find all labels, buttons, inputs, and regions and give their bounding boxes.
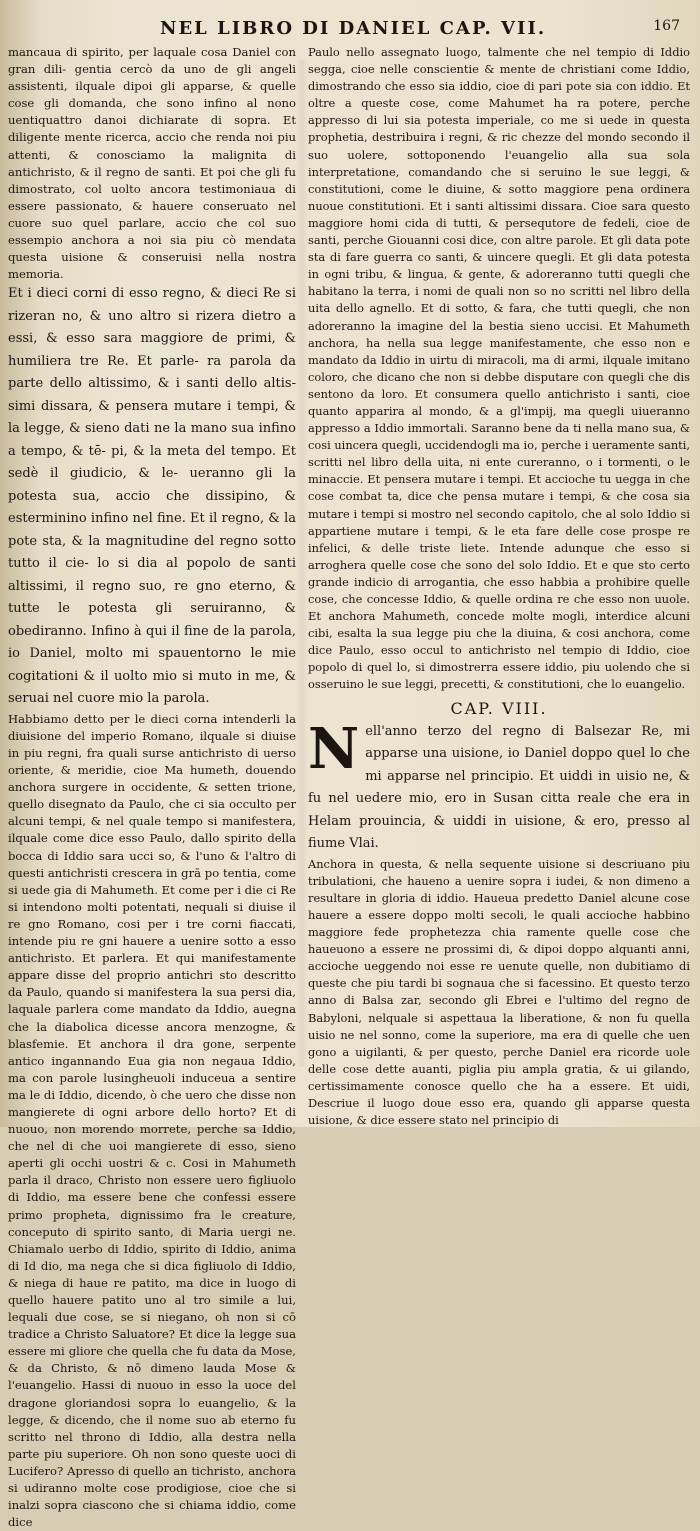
scripture-paragraph: Et i dieci corni di esso regno, & dieci Re si rizeran no, & uno altro si rizera dietro a essi, & esso sara maggiore de primi, & humiliera tre Re. Et parle- ra parola da parte dello altissimo, & i santi dello altis- simi dissara, & pensera mutare i tempi, & la legge, & sieno dati ne la mano sua infino a tempo, & tē- pi, & la meta del tempo. Et sedè il giudicio, & le- ueranno gli la potesta sua, accio che dissipino, & esterminino infino nel fine. Et il regno, & la pote sta, & la magnitudine del regno sotto tutto il cie- lo si dia al popolo de santi altissimi, il regno suo, re gno eterno, & tutte le potesta gli seruiranno, & obediranno. Infino à qui il fine de la parola, io Daniel, molto mi spauentorno le mie cogitationi & il uolto mio si muto in me, & seruai nel cuore mio la parola. bbox=[8, 286, 296, 707]
column-gutter bbox=[296, 60, 308, 1067]
page-header bbox=[160, 6, 680, 46]
running-head: NEL LIBRO DI DANIEL CAP. VII. bbox=[160, 18, 547, 39]
left-column bbox=[8, 44, 296, 1530]
commentary-paragraph: Paulo nello assegnato luogo, talmente che nel tempio di Iddio segga, cioe nelle conscientie & mente de christiani come Iddio, dimostrando che esso sia iddio, cioe di pari pote sia con iddio. Et oltre a queste cose, come Mahumet ha ra potere, perche appresso di lui sia potesta imperiale, co me si uede in questa prophetia, destribuira i regni, & ric chezze del mondo secondo il suo uolere, sottoponendo l'euangelio alla sua sola interpretatione, comandando che si seruino le sue leggi, & constitutioni, come le diuine, & sotto maggiore pena ordinera nuoue constitutioni. Et i santi altissimi dissara. Cioe sara questo maggiore homi cida di tutti, & persequtore de fedeli, cioe de santi, perche Giouanni cosi dice, con altre parole. Et gli data pote sta di fare guerra co santi, & uincere quegli. Et gli data potesta in ogni tribu, & lingua, & gente, & adoreranno tutti quegli che habitano la terra, i nomi de quali non so no scritti nel libro della uita dello agnello. Et di sotto, & fara, che tutti quegli, che non adoreranno la imagine del la bestia sieno uccisi. Et Mahumeth anchora, ha nella sua legge manifestamente, che esso non e mandato da Iddio in uirtu di miracoli, ma di armi, ilquale imitano coloro, che dicano che non si debbe disputare con quegli che dis sentono da loro. Et consumera quello antichristo i santi, cioe quanto apparira al mondo, & a gl'impij, ma quegli uiueranno appresso a Iddio immortali. Saranno bene da ti nella mano sua, & cosi uincera quegli, uccidendogli ma io, perche i ueramente santi, scritti nel libro della uita, ni ente cureranno, o i tormenti, o le minaccie. Et pensera mutare i tempi. Et accioche tu uegga in che cose combat ta, dice che pensa mutare i tempi, & che cosa sia mutare i tempi si mostro nel secondo capitolo, che al solo Iddio si appartiene mutare i tempi, & le eta fare delle cose prospe re infelici, & delle triste liete. Intende adunque che esso si arroghera quelle cose che sono del solo Iddio. Et e que sto certo grande indicio di arrogantia, che esso habbia a prohibire quelle cose, che concesse Iddio, & quelle ordina re che esso non uuole. Et anchora Mahumeth, concede molte mogli, interdice alcuni cibi, esalta la sua legge piu che la diuina, & cosi anchora, come dice Paulo, esso occul to antichristo nel tempio di Iddio, cioe popolo di quel lo, si dimostrerra essere iddio, piu uolendo che si osseruino le sue leggi, precetti, & constitutioni, che lo euangelio. bbox=[308, 45, 690, 692]
page-number: 167 bbox=[653, 18, 680, 34]
commentary-paragraph: mancaua di spirito, per laquale cosa Daniel con gran dili- gentia cercò da uno de gli angeli assistenti, ilquale dipoi gli apparse, & quelle cose gli domanda, che sono infino al nono uentiquattro danoi dichiarate di sopra. Et diligente mente ricerca, accio che renda noi piu attenti, & conosciamo la malignita di antichristo, & il regno de santi. Et poi che gli fu dimostrato, col uolto ancora testimoniaua di essere passionato, & hauere conseruato nel cuore suo quel parlare, accio che col suo essempio anchora a noi sia piu cò mendata questa uisione & conseruisi nella nostra memoria. bbox=[8, 45, 296, 282]
scripture-block bbox=[308, 715, 690, 856]
drop-cap: N bbox=[308, 715, 360, 782]
chapter-heading: CAP. VIII. bbox=[450, 698, 548, 718]
commentary-paragraph: Habbiamo detto per le dieci corna intenderli la diuisione del imperio Romano, ilquale si diuise in piu regni, fra quali surse antichristo di uerso oriente, & meridie, cioe Ma humeth, douendo anchora surgere in occidente, & setten trione, quello disegnato da Paulo, che ci sia occulto per alcuni tempi, & nel quale tempo si manifestera, ilquale come dice esso Paulo, dallo spirito della bocca di Iddio sara ucci so, & l'uno & l'altro di questi antichristi crescera in grā po tentia, come si uede gia di Mahumeth. Et come per i die ci Re si intendono molti potentati, nequali si diuise il re gno Romano, cosi per i tre corni fiaccati, intende piu re gni hauere a uenire sotto a esso antichristo. Et parlera. Et qui manifestamente appare disse del proprio antichri sto descritto da Paulo, quando si manifestera la sua persi dia, laquale parlera come mandato da Iddio, auegna che la diabolica dicesse ancora menzogne, & blasfemie. Et anchora il dra gone, serpente antico ingannando Eua gia non negaua Iddio, ma con parole lusingheuoli induceua a sentire ma le di Iddio, dicendo, ò che uero che disse non mangierete di ogni arbore dello horto? Et di nuouo, non morendo morrete, perche sa Iddio, che nel di che uoi mangierete di esso, sieno aperti gli occhi uostri & c. Cosi in Mahumeth parla il draco, Christo non essere uero figliuolo di Iddio, ma essere bene che confessi essere primo propheta, dignissimo fra le creature, conceputo di spirito santo, di Maria uergi ne. Chiamalo uerbo di Iddio, spirito di Iddio, anima di Id dio, ma nega che si dica figliuolo di Iddio, & niega di haue re patito, ma dice in luogo di quello hauere patito uno al tro simile a lui, lequali due cose, se si niegano, oh non si cō tradice a Christo Saluatore? Et dice la legge sua essere mi gliore che quella che fu data da Mose, & da Christo, & nō dimeno lauda Mose & l'euangelio. Hassi di nuouo in esso la uoce del dragone gloriandosi sopra lo euangelio, & la legge, & dicendo, che il nome suo ab eterno fu scritto nel throno di Iddio, alla destra nella parte piu superiore. Oh non sono queste uoci di Lucifero? Apresso di quello an tichristo, anchora si udiranno molte cose prodigiose, cioe che si inalzi sopra ciascono che si chiama iddio, come dice bbox=[8, 711, 296, 1530]
right-column bbox=[308, 44, 690, 1128]
commentary-paragraph: Anchora in questa, & nella sequente uisione si descriuano piu tribulationi, che haueno a uenire sopra i iudei, & non dimeno a resultare in gloria di iddio. Haueua predetto Daniel alcune cose hauere a essere doppo molti secoli, le quali accioche habbino maggiore fede prophetezza chia ramente quelle cose che haueuono a essere ne prossimi di, & dipoi doppo alquanti anni, accioche ueggendo noi esse re uenute quelle, non dubitiamo di queste che piu tardi bi sognaua che si facessino. Et questo terzo anno di Balsa zar, secondo gli Ebrei e l'ultimo del regno de Babyloni, nelquale si aspettaua la liberatione, & non fu quella uisio ne nel sonno, come la superiore, ma era di quelle che uen gono a uigilanti, & per questo, perche Daniel era ricorde uole delle cose dette auanti, piglia piu ampla gratia, & ui gilando, certissimamente conosce quello che ha a essere. Et uidi, Descriue il luogo doue esso era, quando gli apparse questa uisione, & dice essere stato nel principio di bbox=[308, 856, 690, 1128]
scripture-paragraph: ell'anno terzo del regno di Balsezar Re, mi apparse una uisione, io Daniel doppo quel lo che mi apparse nel principio. Et uiddi in uisio ne, & fu nel uedere mio, ero in Susan citta reale che era in Helam prouincia, & uiddi in uisione, & ero, presso al fiume Vlai. bbox=[308, 723, 690, 852]
